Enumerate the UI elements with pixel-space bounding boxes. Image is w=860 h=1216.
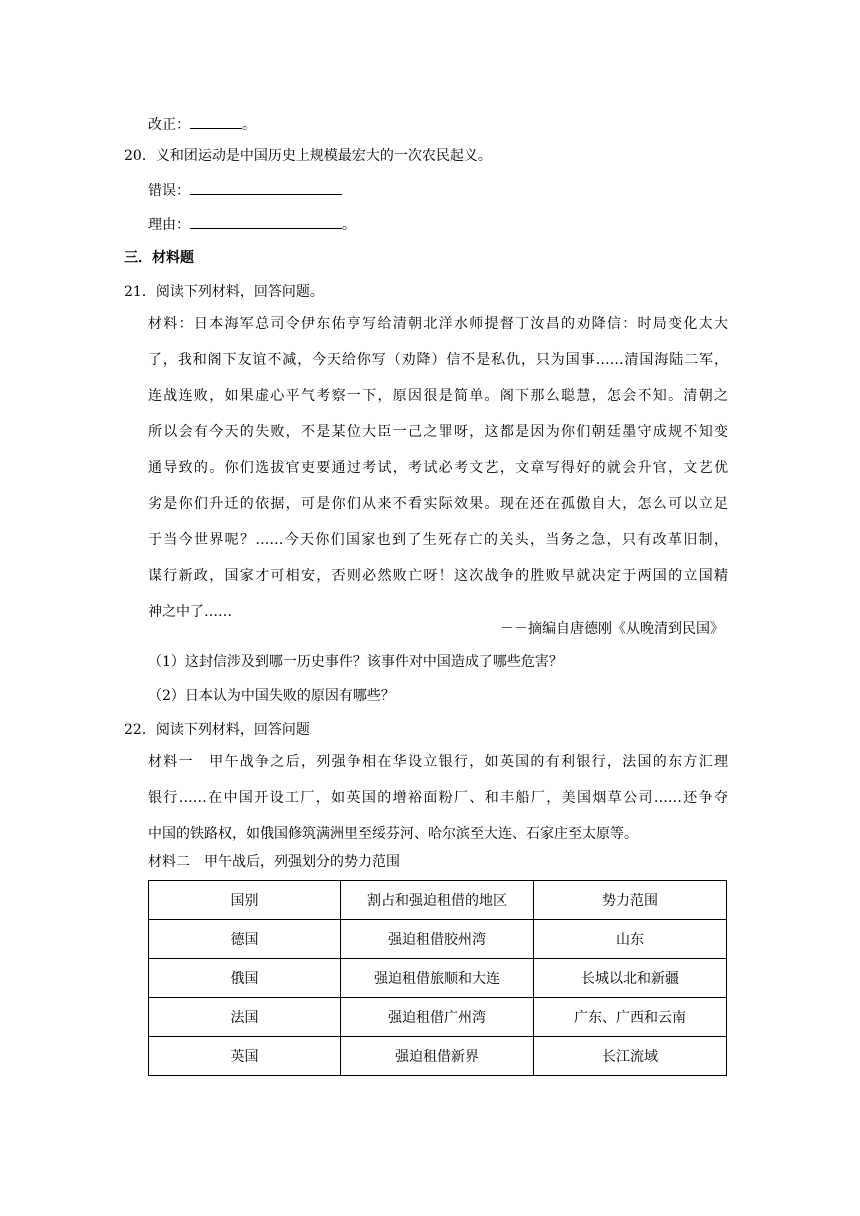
table-cell: 强迫租借新界 (341, 1037, 534, 1076)
table-cell: 山东 (534, 920, 727, 959)
table-cell: 德国 (149, 920, 341, 959)
q22-stem (124, 720, 310, 740)
q22-material1 (148, 744, 728, 852)
q20-error-label: 错误： (148, 183, 190, 199)
q20-reason-label: 理由： (148, 217, 190, 233)
q22-material1-line: 中国的铁路权，如俄国修筑满洲里至绥芬河、哈尔滨至大连、石家庄至太原等。 (148, 826, 638, 842)
table-header-cell: 割占和强迫租借的地区 (341, 881, 534, 920)
q21-material-line: 神之中了…… (148, 604, 232, 620)
table-cell: 强迫租借广州湾 (341, 998, 534, 1037)
q21-number: 21． (124, 284, 156, 300)
table-row (149, 959, 727, 998)
q21-material-line: 于当今世界呢？……今天你们国家也到了生死存亡的关头，当务之急，只有改革旧制， (148, 532, 728, 548)
table-cell: 长城以北和新疆 (534, 959, 727, 998)
q21-material-line: 所以会有今天的失败，不是某位大臣一己之罪呀，这都是因为你们朝廷墨守成规不知变 (148, 424, 728, 440)
q21-material-line: 劣是你们升迁的依据，可是你们从来不看实际效果。现在还在孤傲自大，怎么可以立足 (148, 496, 728, 512)
table-row (149, 1037, 727, 1076)
q19-fix-label: 改正： (148, 117, 190, 133)
q21-material-line: 通导致的。你们选拔官吏要通过考试，考试必考文艺，文章写得好的就会升官，文艺优 (148, 460, 728, 476)
q20-reason-line (148, 214, 356, 235)
q21-material-line: 谋行新政，国家才可相安，否则必然败亡呀！这次战争的胜败早就决定于两国的立国精 (148, 568, 728, 584)
q19-fix-line (148, 114, 256, 135)
q19-fix-blank[interactable] (190, 114, 242, 129)
q21-stem-text: 阅读下列材料，回答问题。 (155, 284, 324, 300)
q20-error-blank[interactable] (190, 180, 342, 195)
q22-material2-title: 材料二 甲午战后，列强划分的势力范围 (148, 854, 400, 870)
q22-number: 22． (124, 722, 156, 738)
q22-stem-text: 阅读下列材料，回答问题 (155, 722, 310, 738)
q21-material-line: 了，我和阁下友谊不减，今天给你写（劝降）信不是私仇，只为国事……清国海陆二军， (148, 352, 728, 368)
table-header-cell: 势力范围 (534, 881, 727, 920)
q21-material-line: 材料：日本海军总司令伊东佑亨写给清朝北洋水师提督丁汝昌的劝降信：时局变化太大 (148, 316, 728, 332)
q22-material1-line: 银行……在中国开设工厂，如英国的增裕面粉厂、和丰船厂，美国烟草公司……还争夺 (148, 790, 728, 806)
q20-stem (124, 146, 492, 166)
q21-material (148, 306, 728, 630)
table-cell: 俄国 (149, 959, 341, 998)
table-cell: 强迫租借旅顺和大连 (341, 959, 534, 998)
q20-error-line (148, 180, 342, 201)
table-cell: 长江流域 (534, 1037, 727, 1076)
table-cell: 法国 (149, 998, 341, 1037)
q21-stem (124, 282, 324, 302)
q21-sub1: （1）这封信涉及到哪一历史事件？该事件对中国造成了哪些危害？ (148, 654, 563, 670)
table-header-cell: 国别 (149, 881, 341, 920)
q22-material1-line: 材料一 甲午战争之后，列强争相在华设立银行，如英国的有利银行，法国的东方汇理 (148, 754, 728, 770)
q20-reason-blank[interactable] (190, 214, 342, 229)
section-3-title: 三．材料题 (124, 250, 194, 266)
table-row (149, 920, 727, 959)
table-header-row (149, 881, 727, 920)
table-cell: 广东、广西和云南 (534, 998, 727, 1037)
q20-reason-end: 。 (342, 217, 356, 233)
q20-stem-text: 义和团运动是中国历史上规模最宏大的一次农民起义。 (155, 148, 492, 164)
table-row (149, 998, 727, 1037)
table-cell: 英国 (149, 1037, 341, 1076)
q20-number: 20． (124, 148, 156, 164)
spheres-of-influence-table (148, 880, 727, 1076)
q21-material-line: 连战连败，如果虚心平气考察一下，原因很是简单。阁下那么聪慧，怎会不知。清朝之 (148, 388, 728, 404)
table-cell: 强迫租借胶州湾 (341, 920, 534, 959)
q21-source: －－摘编自唐德刚《从晚清到民国》 (500, 621, 724, 637)
q19-fix-end: 。 (242, 117, 256, 133)
q21-sub2: （2）日本认为中国失败的原因有哪些？ (148, 688, 395, 704)
